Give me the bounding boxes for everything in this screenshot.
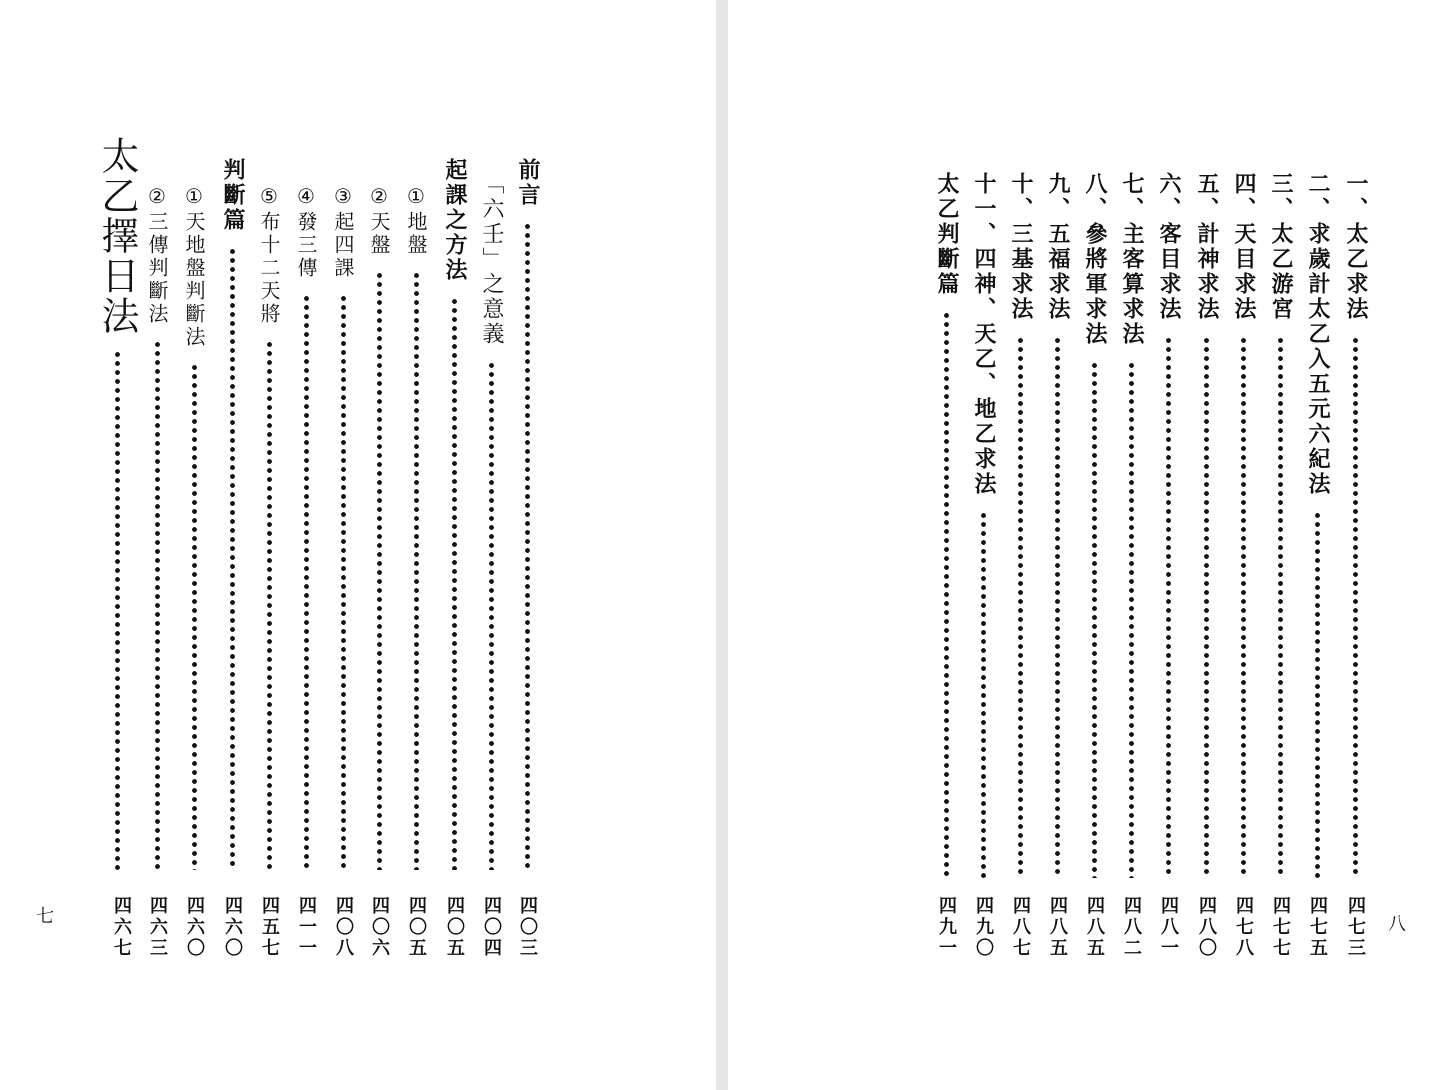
- right-page: [728, 0, 1440, 1090]
- toc-entry-page: 四〇四: [481, 896, 502, 959]
- toc-entry-title: ②天盤: [367, 184, 391, 257]
- toc-entry[interactable]: [1003, 172, 1037, 892]
- toc-entry-title: 九、五福求法: [1045, 172, 1070, 322]
- toc-entry[interactable]: [1151, 172, 1185, 892]
- toc-entry-title: 八、參將軍求法: [1082, 172, 1107, 347]
- toc-entry[interactable]: [1040, 172, 1074, 892]
- toc-entry-title: 十一、四神、天乙、地乙求法: [971, 172, 996, 497]
- toc-entry-title: 七、主客算求法: [1119, 172, 1144, 347]
- toc-entry[interactable]: [510, 158, 544, 884]
- left-page: [0, 0, 716, 1090]
- toc-entry-title: ①天地盤判斷法: [182, 184, 206, 349]
- leader-dots: [1129, 361, 1134, 878]
- toc-entry-page: 四八一: [1158, 896, 1179, 959]
- leader-dots: [155, 340, 160, 870]
- toc-entry-title: 前言: [515, 158, 540, 208]
- toc-entry-page: 四九一: [936, 896, 957, 959]
- toc-entry-title: 起課之方法: [442, 158, 467, 283]
- leader-dots: [377, 271, 382, 870]
- toc-entry[interactable]: [140, 184, 174, 884]
- toc-entry-page: 四〇五: [444, 896, 465, 959]
- toc-entry[interactable]: [252, 184, 286, 884]
- toc-entry-page: 四七三: [1345, 896, 1366, 959]
- toc-entry-title: ③起四課: [331, 184, 355, 280]
- page-folio: 七: [36, 906, 54, 927]
- leader-dots: [267, 340, 272, 870]
- toc-entry-page: 四八五: [1084, 896, 1105, 959]
- toc-entry-title: 六、客目求法: [1156, 172, 1181, 322]
- toc-entry-page: 四七八: [1233, 896, 1254, 959]
- toc-entry[interactable]: [326, 184, 360, 884]
- toc-entry[interactable]: [1077, 172, 1111, 892]
- toc-entry[interactable]: [399, 184, 433, 884]
- toc-entry-page: 四〇三: [517, 896, 538, 959]
- toc-entry[interactable]: [215, 158, 249, 884]
- leader-dots: [1092, 361, 1097, 878]
- toc-entry-page: 四八二: [1121, 896, 1142, 959]
- toc-entry[interactable]: [362, 184, 396, 884]
- leader-dots: [1055, 336, 1060, 878]
- toc-entry-title: 十、三基求法: [1008, 172, 1033, 322]
- leader-dots: [192, 363, 197, 870]
- leader-dots: [525, 222, 530, 870]
- toc-entry-page: 四一一: [296, 896, 317, 959]
- toc-entry[interactable]: [95, 136, 139, 884]
- toc-entry-page: 四九〇: [973, 896, 994, 959]
- toc-entry-page: 四〇八: [333, 896, 354, 959]
- toc-entry-title: 四、天目求法: [1231, 172, 1256, 322]
- leader-dots: [981, 511, 986, 878]
- leader-dots: [414, 271, 419, 870]
- book-gutter: [716, 0, 728, 1090]
- toc-entry[interactable]: [437, 158, 471, 884]
- toc-entry-page: 四〇六: [369, 896, 390, 959]
- toc-entry-title: 五、計神求法: [1194, 172, 1219, 322]
- page-folio: 八: [1388, 914, 1406, 935]
- toc-entry-page: 四〇五: [406, 896, 427, 959]
- toc-entry-page: 四六〇: [184, 896, 205, 959]
- leader-dots: [1018, 336, 1023, 878]
- toc-entry[interactable]: [1114, 172, 1148, 892]
- toc-entry-page: 四六〇: [222, 896, 243, 959]
- toc-entry[interactable]: [1226, 172, 1260, 892]
- toc-entry-title: 一、太乙求法: [1343, 172, 1368, 322]
- toc-entry-title: ④發三傳: [294, 184, 318, 280]
- toc-entry-page: 四八五: [1047, 896, 1068, 959]
- toc-entry-page: 四七五: [1307, 896, 1328, 959]
- toc-entry-title: 太乙判斷篇: [934, 172, 959, 297]
- toc-entry-title: 「六壬」之意義: [479, 172, 504, 347]
- toc-entry-title: 三、太乙游宮: [1268, 172, 1293, 322]
- toc-entry-page: 四八七: [1010, 896, 1031, 959]
- toc-entry-page: 四六七: [111, 896, 132, 959]
- leader-dots: [1315, 511, 1320, 878]
- toc-entry-title: 太乙擇日法: [95, 136, 139, 336]
- leader-dots: [115, 350, 120, 870]
- toc-entry[interactable]: [1263, 172, 1297, 892]
- toc-entry[interactable]: [177, 184, 211, 884]
- leader-dots: [1241, 336, 1246, 878]
- leader-dots: [1278, 336, 1283, 878]
- toc-entry-title: ②三傳判斷法: [145, 184, 169, 326]
- leader-dots: [1166, 336, 1171, 878]
- leader-dots: [230, 247, 235, 870]
- toc-entry[interactable]: [966, 172, 1000, 892]
- toc-entry[interactable]: [929, 172, 963, 892]
- leader-dots: [1353, 336, 1358, 878]
- leader-dots: [341, 294, 346, 870]
- leader-dots: [489, 361, 494, 870]
- leader-dots: [1204, 336, 1209, 878]
- toc-entry-title: ⑤布十二天將: [257, 184, 281, 326]
- toc-entry[interactable]: [1338, 172, 1372, 892]
- leader-dots: [304, 294, 309, 870]
- toc-entry[interactable]: [1189, 172, 1223, 892]
- toc-entry-page: 四八〇: [1196, 896, 1217, 959]
- toc-entry-page: 四六三: [147, 896, 168, 959]
- toc-entry[interactable]: [1300, 172, 1334, 892]
- leader-dots: [452, 297, 457, 870]
- toc-entry[interactable]: [474, 172, 508, 884]
- toc-entry-title: 二、求歲計太乙入五元六紀法: [1305, 172, 1330, 497]
- toc-entry-page: 四七七: [1270, 896, 1291, 959]
- toc-entry-title: 判斷篇: [220, 158, 245, 233]
- toc-entry-title: ①地盤: [404, 184, 428, 257]
- leader-dots: [944, 311, 949, 878]
- toc-entry[interactable]: [289, 184, 323, 884]
- toc-entry-page: 四五七: [259, 896, 280, 959]
